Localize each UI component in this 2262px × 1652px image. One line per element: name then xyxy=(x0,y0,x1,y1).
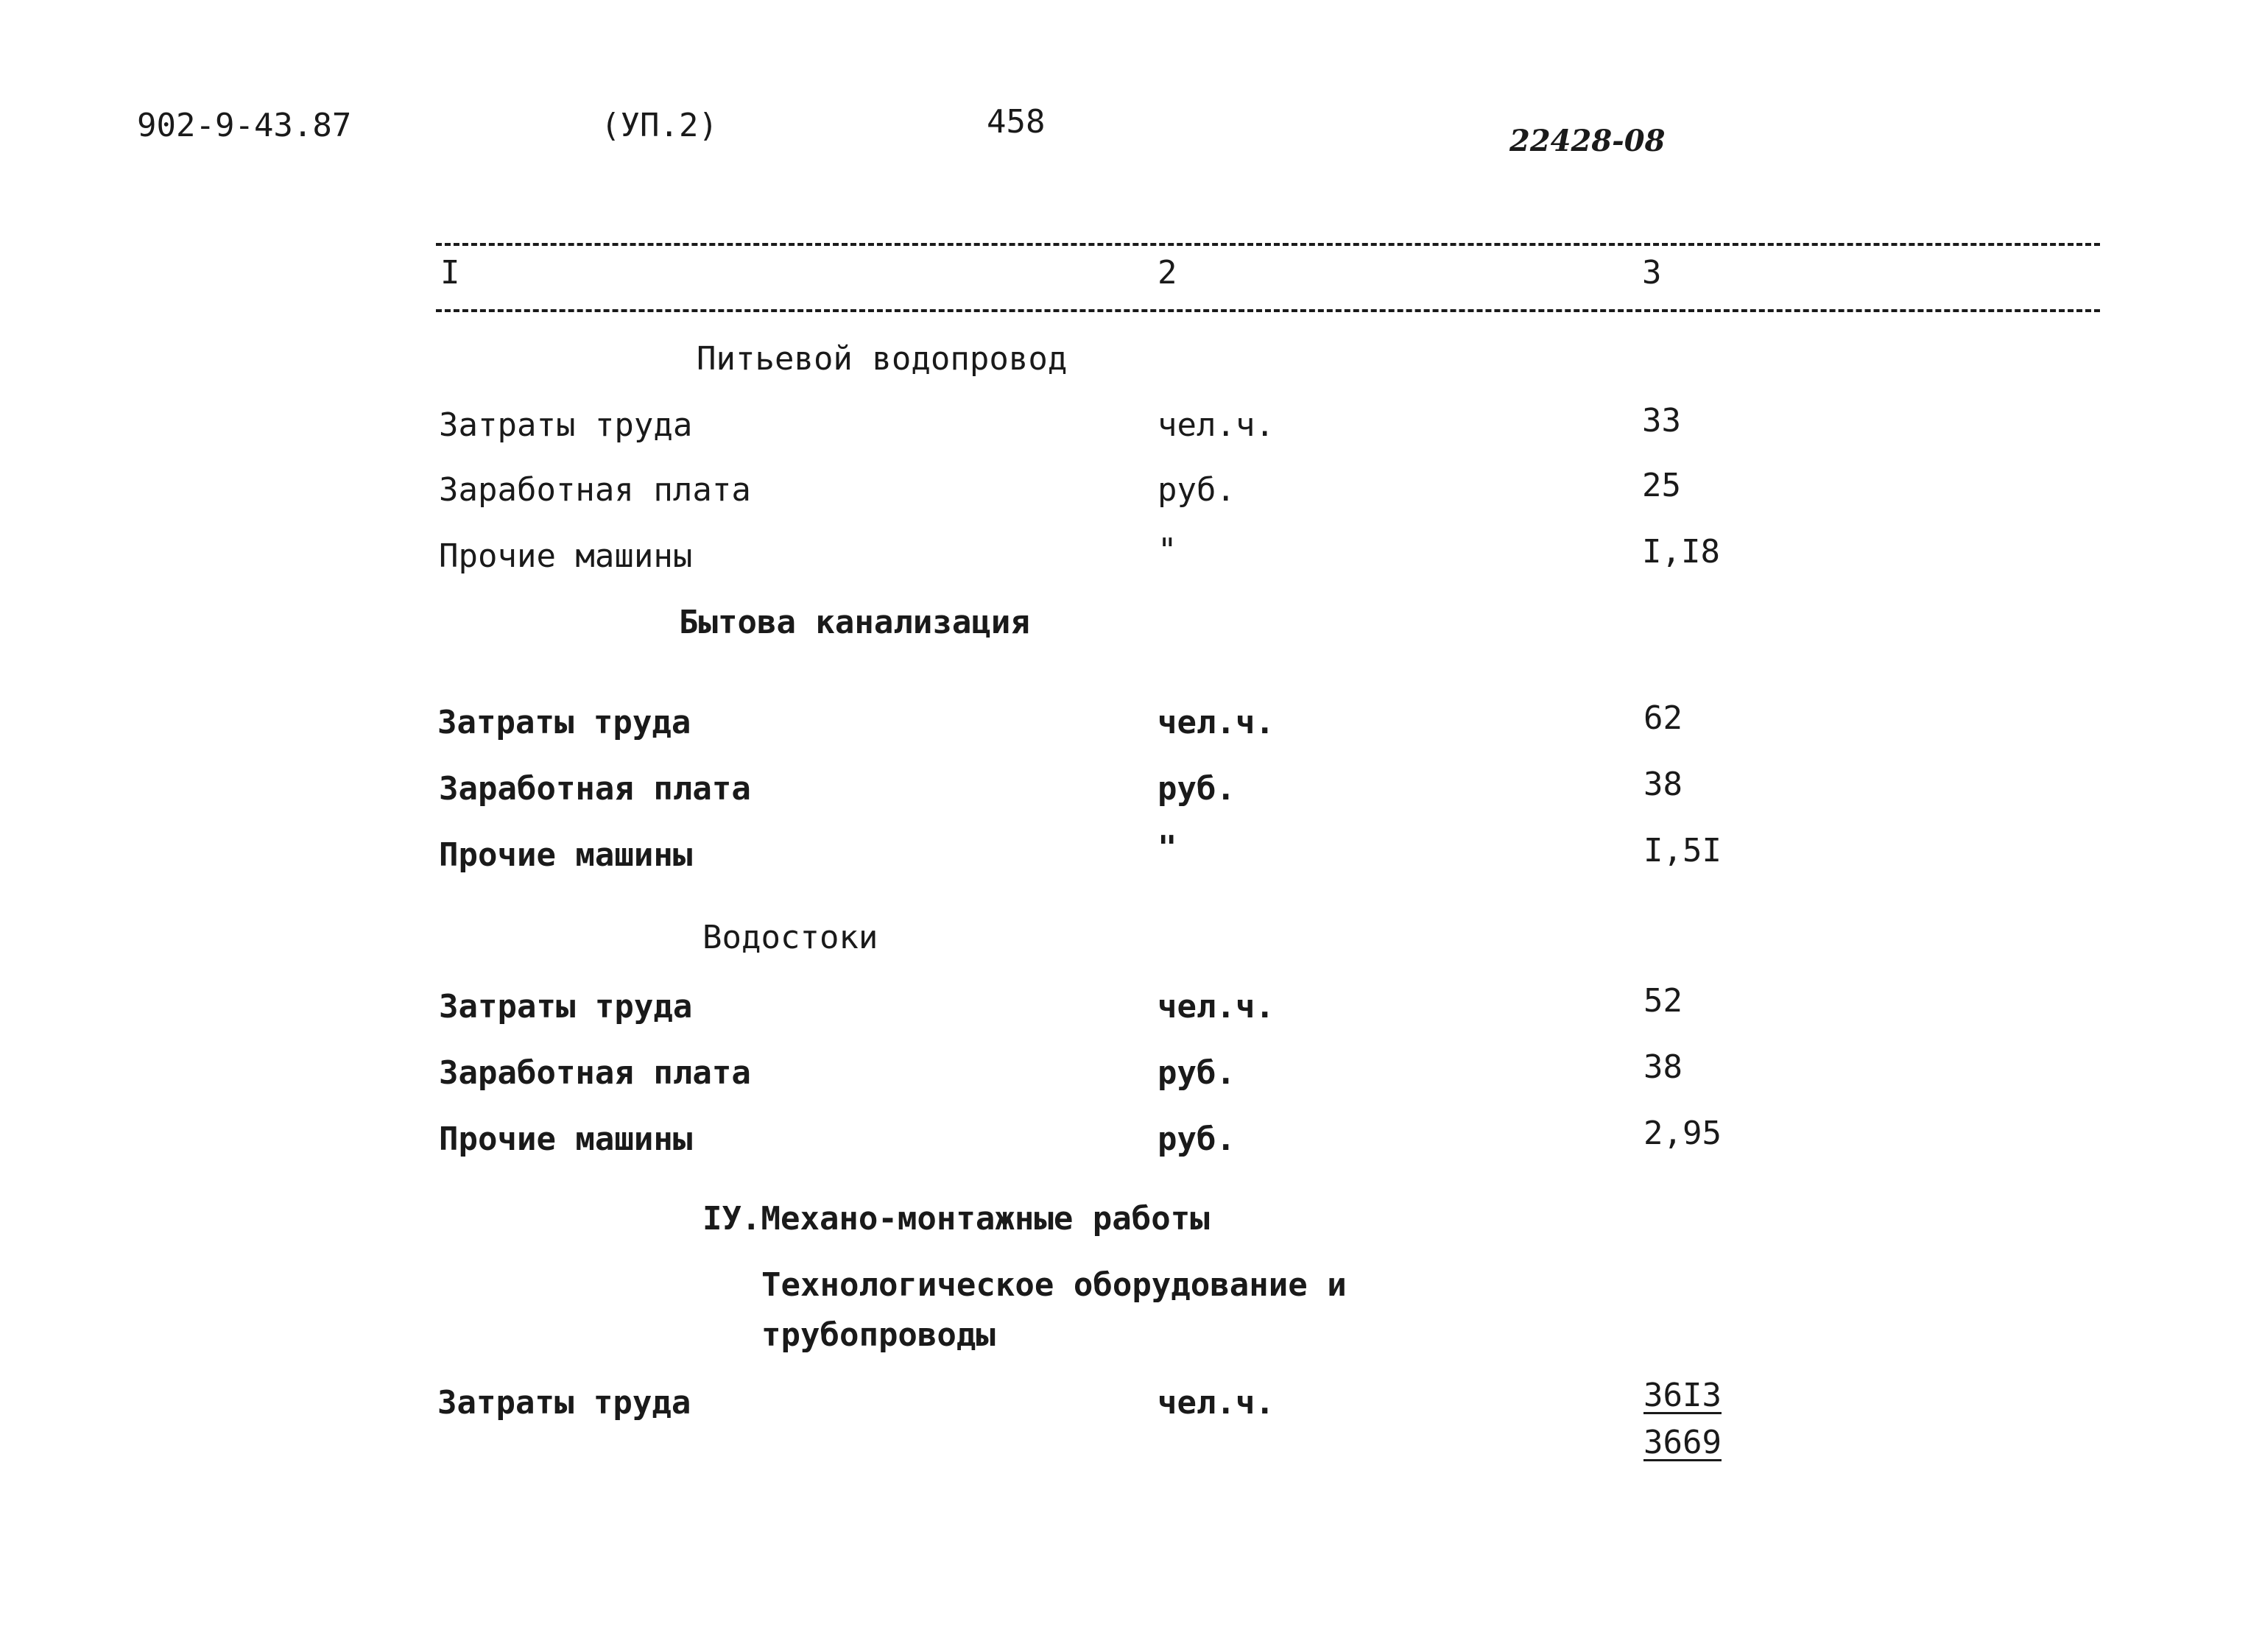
row-name: Заработная плата xyxy=(439,770,751,808)
row-value: 62 xyxy=(1643,699,1683,737)
fraction-top-value: 36I3 xyxy=(1643,1377,1722,1414)
section-title: Бытова канализация xyxy=(679,604,1030,641)
row-value: 2,95 xyxy=(1643,1115,1722,1152)
row-name: Затраты труда xyxy=(437,1384,691,1422)
row-unit: руб. xyxy=(1158,1120,1236,1158)
row-name: Затраты труда xyxy=(439,988,693,1026)
section-title: Водостоки xyxy=(702,919,878,956)
row-value: 38 xyxy=(1643,1048,1683,1086)
row-unit: руб. xyxy=(1158,1054,1236,1092)
page-number: 458 xyxy=(987,103,1046,141)
row-name: Прочие машины xyxy=(439,1120,693,1158)
section-title: IУ.Механо-монтажные работы xyxy=(702,1200,1210,1238)
row-name: Прочие машины xyxy=(439,836,693,874)
section-subtitle: трубопроводы xyxy=(761,1316,996,1354)
row-unit: руб. xyxy=(1158,770,1236,808)
fraction-value xyxy=(1643,1372,1722,1466)
row-unit: чел.ч. xyxy=(1158,406,1275,444)
row-unit: " xyxy=(1158,532,1177,569)
row-name: Заработная плата xyxy=(439,471,751,509)
row-unit: руб. xyxy=(1158,471,1236,509)
row-unit: " xyxy=(1158,829,1177,866)
row-value: 52 xyxy=(1643,982,1683,1020)
row-name: Затраты труда xyxy=(437,704,691,741)
row-unit: чел.ч. xyxy=(1158,1384,1275,1422)
section-title: Питьевой водопровод xyxy=(697,340,1068,378)
document-number: 902-9-43.87 xyxy=(137,107,352,144)
row-value: 38 xyxy=(1643,766,1683,803)
section-subtitle: Технологическое оборудование и xyxy=(761,1266,1347,1304)
fraction-bottom-value: 3669 xyxy=(1643,1424,1722,1461)
row-value: 25 xyxy=(1642,467,1681,504)
table-header-rule xyxy=(436,309,2100,312)
column-header-3: 3 xyxy=(1642,254,1662,292)
row-value: I,5I xyxy=(1643,832,1722,869)
row-value: 33 xyxy=(1642,402,1681,440)
row-value: I,I8 xyxy=(1642,533,1720,571)
handwritten-code: 22428-08 xyxy=(1509,124,1666,158)
row-unit: чел.ч. xyxy=(1158,704,1275,741)
row-name: Прочие машины xyxy=(439,537,693,575)
section-reference: (УП.2) xyxy=(601,107,718,144)
row-unit: чел.ч. xyxy=(1158,988,1275,1026)
column-header-1: I xyxy=(440,254,460,292)
table-top-rule xyxy=(436,243,2100,246)
row-name: Затраты труда xyxy=(439,406,693,444)
column-header-2: 2 xyxy=(1158,254,1177,292)
row-name: Заработная плата xyxy=(439,1054,751,1092)
